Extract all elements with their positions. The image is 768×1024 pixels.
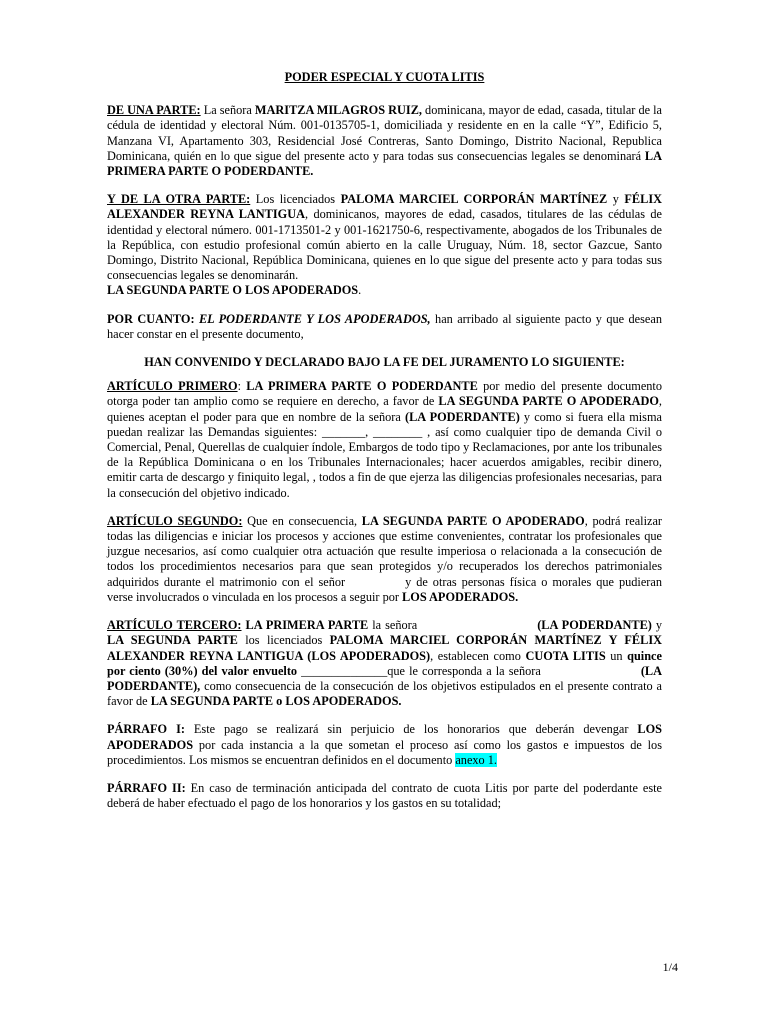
article-three-bold-1: LA PRIMERA PARTE xyxy=(245,618,369,633)
paragraph-one-text-2: por cada instancia a la que sometan el proceso así como los gastos e impuestos de los procedimientos. Los mismos se encuentran definidos en el documento xyxy=(107,737,662,767)
article-two-bold-1: LA SEGUNDA PARTE O APODERADO xyxy=(361,513,585,528)
convenido-heading: HAN CONVENIDO Y DECLARADO BAJO LA FE DEL JURAMENTO LO SIGUIENTE: xyxy=(144,355,625,370)
article-three-label: ARTÍCULO TERCERO: xyxy=(107,618,242,633)
party-one-alias: LA PRIMERA PARTE O PODERDANTE. xyxy=(107,148,662,179)
article-three-text-5: , establecen como xyxy=(430,648,526,663)
por-cuanto-italic: EL PODERDANTE Y LOS APODERADOS, xyxy=(198,311,431,326)
article-one-bold-2: LA SEGUNDA PARTE O APODERADO xyxy=(438,394,659,409)
article-three-paragraph xyxy=(107,618,662,709)
paragraph-one-label: PÁRRAFO I: xyxy=(107,722,185,737)
article-two-text-1: Que en consecuencia, xyxy=(242,513,362,528)
article-three-bold-5: CUOTA LITIS xyxy=(525,648,606,663)
party-two-text-1: Los licenciados xyxy=(250,192,341,207)
party-two-name-2: FÉLIX ALEXANDER REYNA LANTIGUA xyxy=(107,192,662,222)
party-two-text-2: y xyxy=(607,192,625,207)
party-two-paragraph xyxy=(107,192,662,283)
article-one-text-4: y como si fuera ella misma puedan realizar las Demandas siguientes: _______, ________ , así como cualquier tipo de demanda Civil o Comercial, Penal, Querellas de cualquier índole, Embargos de todo tipo y Reclamaciones, por ante los tribunales de la República Dominicana o en los Tribunales Internacionales; hacer acuerdos amigables, recibir dinero, emitir carta de descargo y finiquito legal, , todos a fin de que ejerza las diligencias profesionales necesarias, para la consecución del objetivo indicado. xyxy=(107,409,662,500)
party-two-name-1: PALOMA MARCIEL CORPORÁN MARTÍNEZ xyxy=(340,192,608,207)
article-one-paragraph xyxy=(107,379,662,501)
party-two-label: Y DE LA OTRA PARTE: xyxy=(107,192,251,207)
page-number: 1/4 xyxy=(662,960,678,974)
article-three-text-4: los licenciados xyxy=(237,633,330,648)
party-one-name: MARITZA MILAGROS RUIZ, xyxy=(254,103,422,118)
article-one-text-3: , quienes aceptan el poder para que en nombre de la señora xyxy=(107,394,662,424)
party-one-paragraph xyxy=(107,103,662,179)
article-three-bold-3: LA SEGUNDA PARTE xyxy=(107,633,238,648)
article-three-bold-2: (LA PODERDANTE) xyxy=(537,618,652,633)
paragraph-two-label: PÁRRAFO II: xyxy=(107,780,186,795)
article-one-label: ARTÍCULO PRIMERO xyxy=(107,379,238,394)
article-one-text-2: por medio del presente documento otorga poder tan amplio como se requiere en derecho, a favor de xyxy=(107,379,662,409)
article-one-bold-3: (LA PODERDANTE) xyxy=(404,409,520,424)
party-two-alias: LA SEGUNDA PARTE O LOS APODERADOS xyxy=(107,283,359,298)
article-three-text-7: ______________que le corresponda a la señora xyxy=(297,663,541,678)
article-three-bold-6: quince por ciento (30%) del valor envuelto xyxy=(107,648,662,678)
por-cuanto-paragraph xyxy=(107,312,662,342)
party-one-label: DE UNA PARTE: xyxy=(107,103,201,118)
paragraph-one-bold: LOS APODERADOS xyxy=(107,722,662,752)
article-two-text-3: y de otras personas física o morales que pudieran verse involucrados o vinculada en los procesos a seguir por xyxy=(107,574,663,604)
article-three-bold-7: (LA PODERDANTE), xyxy=(107,663,662,693)
article-three-text-2: la señora xyxy=(368,618,418,633)
document-body xyxy=(107,70,662,824)
party-two-alias-end: . xyxy=(358,283,362,298)
party-two-alias-line xyxy=(107,283,662,298)
document-title: PODER ESPECIAL Y CUOTA LITIS xyxy=(284,70,485,84)
article-two-label: ARTÍCULO SEGUNDO: xyxy=(107,513,243,528)
por-cuanto-text: han arribado al siguiente pacto y que desean hacer constar en el presente documento, xyxy=(107,311,662,341)
paragraph-one xyxy=(107,722,662,768)
article-three-bold-8: LA SEGUNDA PARTE o LOS APODERADOS. xyxy=(150,694,402,709)
article-two-paragraph xyxy=(107,514,662,605)
party-one-text-2: dominicana, mayor de edad, casada, titular de la cédula de identidad y electoral Núm. 001-0135705-1, domiciliada y residente en en la calle “Y”, Edificio 5, Manzana VI, Apartamento 303, Residencial José Contreras, Santo Domingo, Distrito Nacional, Republica Dominicana, quién en lo que sigue del presente acto y para todas sus consecuencias legales se denominará xyxy=(107,103,663,163)
article-three-text-3: y xyxy=(651,618,663,633)
article-one-text-1: : xyxy=(237,379,247,394)
party-one-text-1: La señora xyxy=(200,103,255,118)
article-three-text-8: como consecuencia de la consecución de los objetivos estipulados en el presente contrato a favor de xyxy=(107,678,662,709)
article-three-bold-4: PALOMA MARCIEL CORPORÁN MARTÍNEZ Y FÉLIX ALEXANDER REYNA LANTIGUA (LOS APODERADOS) xyxy=(107,633,662,663)
por-cuanto-label: POR CUANTO: xyxy=(107,311,195,326)
annex-highlight: anexo 1. xyxy=(455,752,498,767)
paragraph-two xyxy=(107,781,662,811)
article-two-text-2: , podrá realizar todas las diligencias e iniciar los procesos y acciones que estime convenientes, contratar los profesionales que juzgue necesarios, así como cualquier otra actuación que resulte imperiosa o relacionada a la consecución de todos los procedimientos necesarios para que sean protegidos y/o recuperados los derechos patrimoniales adquiridos durante el matrimonio con el señor xyxy=(107,513,662,589)
article-three-text-6: un xyxy=(605,648,628,663)
article-one-bold-1: LA PRIMERA PARTE O PODERDANTE xyxy=(246,379,478,394)
article-two-bold-2: LOS APODERADOS. xyxy=(402,589,519,604)
party-two-text-3: , dominicanos, mayores de edad, casados, titulares de las cédulas de identidad y electoral número. 001-1713501-2 y 001-1621750-6, respectivamente, abogados de los Tribunales de la República, con estudio profesional común abierto en la calle Uruguay, Núm. 18, sector Gazcue, Santo Domingo, Distrito Nacional, República Dominicana, quienes en lo que sigue del presente acto y para todas sus consecuencias legales se denominarán. xyxy=(107,207,662,283)
paragraph-one-text-1: Este pago se realizará sin perjuicio de los honorarios que deberán devengar xyxy=(184,722,638,737)
paragraph-two-text: En caso de terminación anticipada del contrato de cuota Litis por parte del poderdante este deberá de haber efectuado el pago de los honorarios y los gastos en su totalidad; xyxy=(107,780,662,811)
